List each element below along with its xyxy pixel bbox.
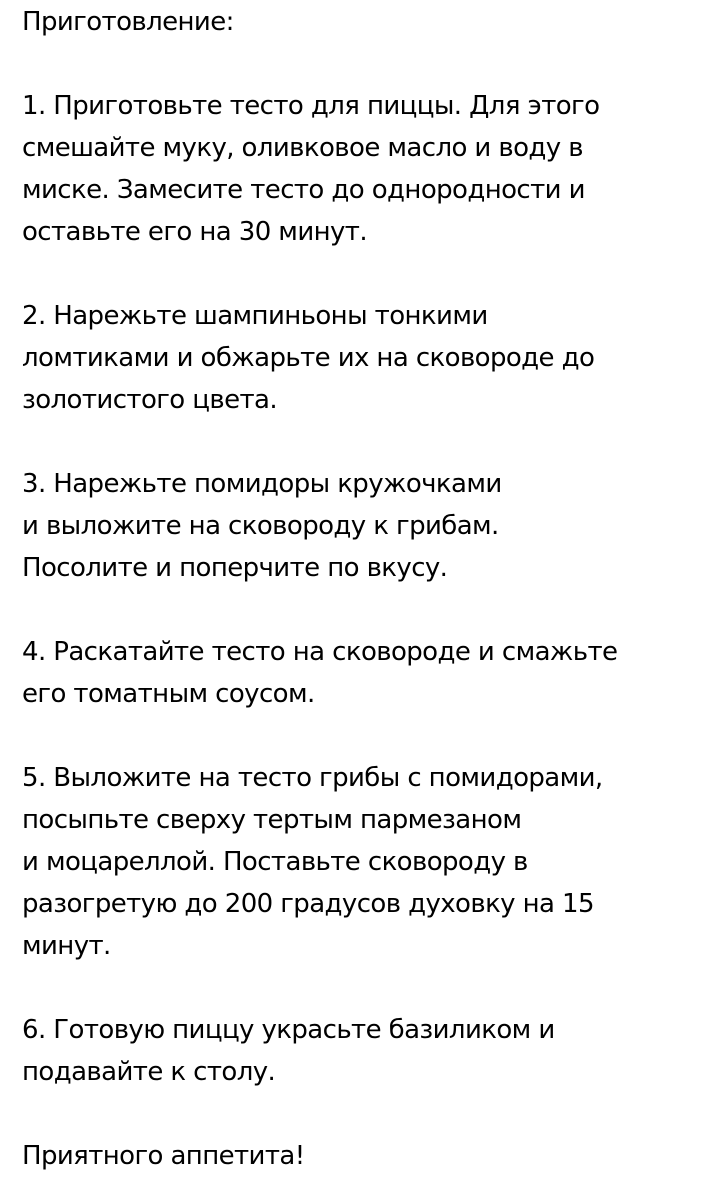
step-line: и выложите на сковороду к грибам. [22,511,499,541]
recipe-step-3 [22,463,702,589]
step-line: посыпьте сверху тертым пармезаном [22,805,522,835]
step-line: его томатным соусом. [22,679,315,709]
step-line: 1. Приготовьте тесто для пиццы. Для этого [22,91,600,121]
step-line: золотистого цвета. [22,385,278,415]
step-line: миске. Замесите тесто до однородности и [22,175,585,205]
recipe-document [22,0,702,1177]
step-line: 3. Нарежьте помидоры кружочками [22,469,502,499]
recipe-closing: Приятного аппетита! [22,1141,305,1171]
recipe-step-4 [22,631,702,715]
step-line: 2. Нарежьте шампиньоны тонкими [22,301,488,331]
step-line: Посолите и поперчите по вкусу. [22,553,448,583]
step-line: 5. Выложите на тесто грибы с помидорами, [22,763,603,793]
step-line: оставьте его на 30 минут. [22,217,368,247]
step-line: смешайте муку, оливковое масло и воду в [22,133,583,163]
step-line: минут. [22,931,111,961]
recipe-step-1 [22,85,702,253]
recipe-step-5 [22,757,702,967]
step-line: 4. Раскатайте тесто на сковороде и смажьте [22,637,618,667]
step-line: 6. Готовую пиццу украсьте базиликом и [22,1015,555,1045]
step-line: подавайте к столу. [22,1057,276,1087]
recipe-heading: Приготовление: [22,7,234,37]
step-line: разогретую до 200 градусов духовку на 15 [22,889,594,919]
recipe-step-2 [22,295,702,421]
recipe-step-6 [22,1009,702,1093]
step-line: и моцареллой. Поставьте сковороду в [22,847,528,877]
step-line: ломтиками и обжарьте их на сковороде до [22,343,595,373]
